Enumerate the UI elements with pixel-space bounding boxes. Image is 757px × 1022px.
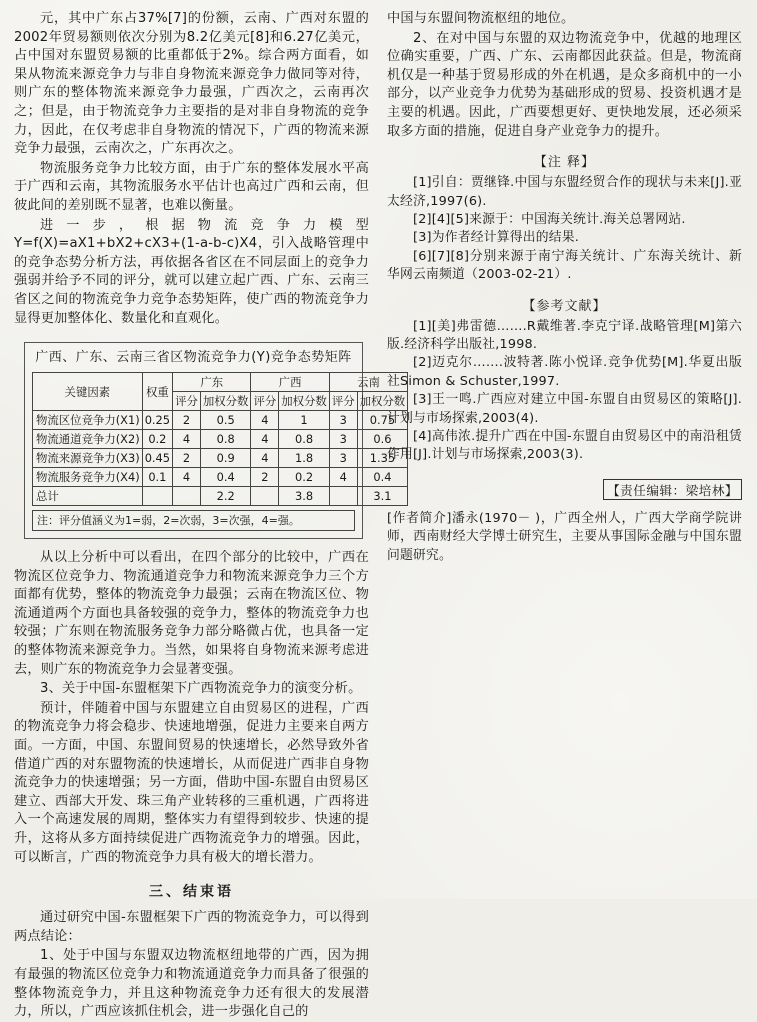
row-cell: 0.8 xyxy=(279,430,330,449)
right-column xyxy=(387,10,742,891)
table-note: 注：评分值涵义为1=弱，2=次弱，3=次强，4=强。 xyxy=(32,510,355,531)
row-cell: 0.2 xyxy=(279,468,330,487)
row-cell: 0.5 xyxy=(200,411,251,430)
paragraph xyxy=(14,700,369,867)
row-factor: 物流来源竞争力(X3) xyxy=(33,449,143,468)
header-weight: 权重 xyxy=(142,373,172,411)
reference-item: [2]迈克尔…….波特著.陈小悦译.竞争优势[M].华夏出版社Simon & Schuster,1997. xyxy=(387,355,742,389)
row-cell: 0.6 xyxy=(357,430,408,449)
subheader-weighted: 加权分数 xyxy=(200,392,251,411)
row-cell: 0.9 xyxy=(200,449,251,468)
paragraph xyxy=(14,10,369,159)
subheader-score: 评分 xyxy=(329,392,357,411)
paragraph-text: 从以上分析中可以看出，在四个部分的比较中，广西在物流区位竞争力、物流通道竞争力和物流来源竞争力三个方面都有优势，整体的物流竞争力最强；云南在物流区位、物流通道两个方面也具备较强的竞争力，整体的物流竞争力也较强；广东则在物流服务竞争力部分略微占优，也具备一定的整体物流来源竞争力。当然，如果将自身物流来源考虑进去，则广东的物流竞争力会显著变强。 xyxy=(14,550,369,677)
row-cell: 4 xyxy=(251,411,279,430)
row-cell: 2 xyxy=(173,449,201,468)
row-cell: 3 xyxy=(329,411,357,430)
row-cell: 1 xyxy=(279,411,330,430)
header-guangdong: 广东 xyxy=(173,373,251,392)
table-row xyxy=(33,449,408,468)
paragraph xyxy=(387,10,742,29)
subheader-score: 评分 xyxy=(173,392,201,411)
header-guangxi: 广西 xyxy=(251,373,329,392)
row-cell: 4 xyxy=(251,449,279,468)
paragraph xyxy=(387,30,742,142)
paragraph xyxy=(14,217,369,329)
row-cell: 2 xyxy=(173,411,201,430)
author-bio: [作者简介]潘永(1970－ )，广西全州人，广西大学商学院讲师，西南财经大学博士研究生，主要从事国际金融与中国东盟问题研究。 xyxy=(387,510,742,564)
note-item: [6][7][8]分别来源于南宁海关统计、广东海关统计、新华网云南频道（2003-02-21）. xyxy=(387,248,742,283)
table-header-row xyxy=(33,373,408,392)
total-cell: 3.8 xyxy=(279,487,330,506)
row-factor: 物流区位竞争力(X1) xyxy=(33,411,143,430)
header-yunnan: 云南 xyxy=(329,373,407,392)
row-cell: 4 xyxy=(173,430,201,449)
row-cell: 0.4 xyxy=(357,468,408,487)
row-weight: 0.25 xyxy=(142,411,172,430)
row-cell: 1.8 xyxy=(279,449,330,468)
row-cell: 3 xyxy=(329,430,357,449)
note-item: [1]引自：贾继锋.中国与东盟经贸合作的现状与未来[J].亚太经济,1997(6). xyxy=(387,175,742,209)
paragraph-text: 物流服务竞争力比较方面，由于广东的整体发展水平高于广西和云南，其物流服务水平估计也高过广西和云南，但彼此间的差别既不显著，也难以衡量。 xyxy=(14,160,369,213)
total-cell xyxy=(329,487,357,506)
reference-item: [3]王一鸣.广西应对建立中国-东盟自由贸易区的策略[J].计划与市场探索,2003(4). xyxy=(387,392,742,426)
paragraph-text: 1、处于中国与东盟双边物流枢纽地带的广西，因为拥有最强的物流区位竞争力和物流通道竞争力而具备了很强的整体物流竞争力，并且这种物流竞争力还有很大的发展潜力，所以，广西应该抓住机会，进一步强化自己的 xyxy=(14,948,369,1020)
matrix-table xyxy=(32,372,408,506)
note-item: [3]为作者经计算得出的结果. xyxy=(413,230,579,246)
row-cell: 3 xyxy=(329,449,357,468)
row-factor: 物流服务竞争力(X4) xyxy=(33,468,143,487)
subheader-score: 评分 xyxy=(251,392,279,411)
total-cell xyxy=(173,487,201,506)
row-factor: 物流通道竞争力(X2) xyxy=(33,430,143,449)
row-cell: 0.4 xyxy=(200,468,251,487)
note-item: [2][4][5]来源于：中国海关统计.海关总署网站. xyxy=(413,211,686,227)
row-cell: 0.75 xyxy=(357,411,408,430)
row-cell: 2 xyxy=(251,468,279,487)
paragraph-text: 通过研究中国-东盟框架下广西的物流竞争力，可以得到两点结论： xyxy=(14,910,369,944)
paragraph-text: 3、关于中国-东盟框架下广西物流竞争力的演变分析。 xyxy=(40,681,362,697)
paragraph xyxy=(14,680,369,699)
row-cell: 1.35 xyxy=(357,449,408,468)
table-title: 广西、广东、云南三省区物流竞争力(Y)竞争态势矩阵 xyxy=(35,350,352,366)
table-row xyxy=(33,430,408,449)
paragraph-text: 预计，伴随着中国与东盟建立自由贸易区的进程，广西的物流竞争力将会稳步、快速地增强，促进力主要来自两方面。一方面，中国、东盟间贸易的快速增长，必然导致外省借道广西的对东盟物流的快速增长，从而促进广西非自身物流竞争力的快速增强；另一方面，借助中国-东盟自由贸易区建立、西部大开发、珠三角产业转移的三重机遇，广西将进入一个高速发展的周期，整体实力有望得到较步、快速的提升，这将从多方面持续促进广西物流竞争力的增强。因此，可以断言，广西的物流竞争力具有极大的增长潜力。 xyxy=(14,700,369,865)
references-heading: 【参考文献】 xyxy=(522,298,607,314)
subheader-weighted: 加权分数 xyxy=(279,392,330,411)
section-heading: 三、结束语 xyxy=(149,884,234,901)
table-total-row xyxy=(33,487,408,506)
subheader-weighted: 加权分数 xyxy=(357,392,408,411)
paragraph xyxy=(14,947,369,1021)
header-key-factor: 关键因素 xyxy=(33,373,143,411)
reference-item: [1][美]弗雷德…….R戴维著.李克宁译.战略管理[M]第六版.经济科学出版社,1998. xyxy=(387,318,742,352)
competition-matrix-table xyxy=(24,342,406,539)
left-column xyxy=(14,10,406,1020)
total-cell xyxy=(251,487,279,506)
total-label: 总计 xyxy=(33,487,143,506)
row-cell: 0.8 xyxy=(200,430,251,449)
editor-line xyxy=(387,479,742,500)
row-cell: 4 xyxy=(329,468,357,487)
paragraph-text: 中国与东盟间物流枢纽的地位。 xyxy=(387,11,575,26)
table-row xyxy=(33,468,408,487)
paragraph-text: 2、在对中国与东盟的双边物流竞争中，优越的地理区位确实重要，广西、广东、云南都因此获益。但是，物流商机仅是一种基于贸易形成的外在机遇，是众多商机中的一小部分，以产业竞争力优势为基础形成的贸易、投资机遇才是主要的机遇。因此，广西要想更好、更快地发展，还必须采取多方面的措施，促进自身产业竞争力的提升。 xyxy=(387,30,742,139)
table-row xyxy=(33,411,408,430)
total-weight xyxy=(142,487,172,506)
reference-item: [4]高伟浓.提升广西在中国-东盟自由贸易区中的南沿租赁作用[J].计划与市场探索,2003(3). xyxy=(387,429,742,463)
paragraph-text: 进一步，根据物流竞争力模型Y=f(X)=aX1+bX2+cX3+(1-a-b-c)X4，引入战略管理中的竞争态势分析方法，再依据各省区在不同层面上的竞争力强弱并给予不同的评分，就可以建立起广西、广东、云南三省区之间的物流竞争力竞争态势矩阵，使广西的物流竞争力显得更加整体化、数量化和直观化。 xyxy=(14,217,369,326)
paragraph-text: 元，其中广东占37%[7]的份额，云南、广西对东盟的2002年贸易额则依次分别为8.2亿美元[8]和6.27亿美元，占中国对东盟贸易额的比重都低于2%。综合两方面看，如果从物流来源竞争力与非自身物流来源竞争力做同等对待，则广东的整体物流来源竞争力最强，广西次之，云南再次之；但是，由于物流竞争力主要指的是对非自身物流的竞争力，因此，在仅考虑非自身物流的情况下，广西的物流来源竞争力最强，云南次之，广东再次之。 xyxy=(14,11,369,157)
notes-heading: 【注 释】 xyxy=(533,155,596,171)
row-cell: 4 xyxy=(173,468,201,487)
editor-label: 【责任编辑：梁培林】 xyxy=(603,479,742,500)
row-cell: 4 xyxy=(251,430,279,449)
row-weight: 0.1 xyxy=(142,468,172,487)
paragraph xyxy=(14,549,369,679)
paragraph xyxy=(14,909,369,946)
total-cell: 2.2 xyxy=(200,487,251,506)
row-weight: 0.45 xyxy=(142,449,172,468)
paragraph xyxy=(14,160,369,216)
row-weight: 0.2 xyxy=(142,430,172,449)
total-cell: 3.1 xyxy=(357,487,408,506)
